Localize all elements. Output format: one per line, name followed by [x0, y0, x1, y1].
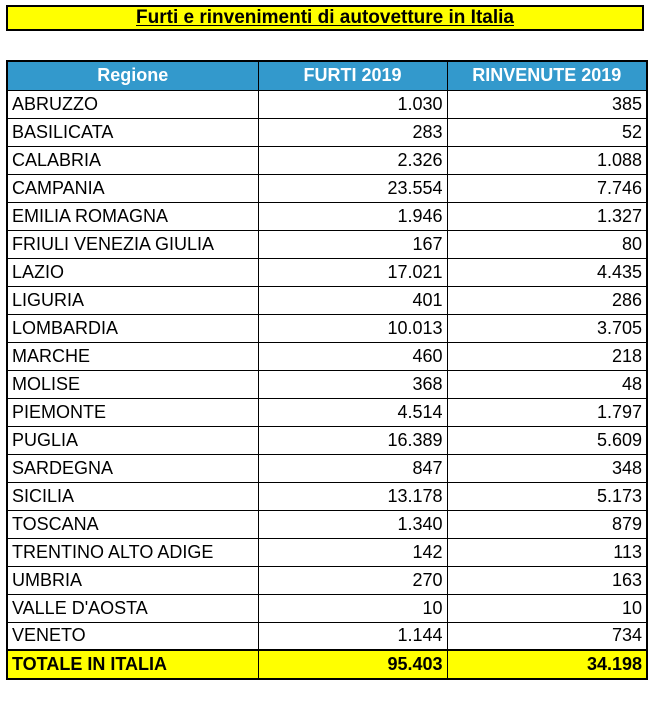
- rinvenute-cell: 5.173: [447, 482, 647, 510]
- furti-cell: 167: [258, 230, 447, 258]
- rinvenute-cell: 7.746: [447, 174, 647, 202]
- table-row: [7, 538, 647, 566]
- rinvenute-cell: 879: [447, 510, 647, 538]
- table-row: [7, 90, 647, 118]
- rinvenute-cell: 52: [447, 118, 647, 146]
- header-furti-2019: FURTI 2019: [258, 61, 447, 90]
- furti-cell: 142: [258, 538, 447, 566]
- furti-cell: 283: [258, 118, 447, 146]
- region-cell: BASILICATA: [7, 118, 258, 146]
- region-cell: LOMBARDIA: [7, 314, 258, 342]
- page-title: Furti e rinvenimenti di autovetture in Italia: [6, 5, 644, 31]
- table-row: [7, 398, 647, 426]
- table-row: [7, 286, 647, 314]
- furti-cell: 1.946: [258, 202, 447, 230]
- rinvenute-cell: 3.705: [447, 314, 647, 342]
- table-footer: [7, 650, 647, 679]
- furti-cell: 2.326: [258, 146, 447, 174]
- region-cell: EMILIA ROMAGNA: [7, 202, 258, 230]
- region-cell: VALLE D'AOSTA: [7, 594, 258, 622]
- header-rinvenute-2019: RINVENUTE 2019: [447, 61, 647, 90]
- table-row: [7, 174, 647, 202]
- rinvenute-cell: 10: [447, 594, 647, 622]
- rinvenute-cell: 348: [447, 454, 647, 482]
- table-header: [7, 61, 647, 90]
- table-row: [7, 426, 647, 454]
- table-body: [7, 90, 647, 650]
- total-rinvenute: 34.198: [447, 650, 647, 679]
- furti-cell: 10: [258, 594, 447, 622]
- table-row: [7, 454, 647, 482]
- rinvenute-cell: 1.797: [447, 398, 647, 426]
- furti-cell: 460: [258, 342, 447, 370]
- rinvenute-cell: 48: [447, 370, 647, 398]
- furti-cell: 10.013: [258, 314, 447, 342]
- furti-cell: 1.340: [258, 510, 447, 538]
- region-cell: MARCHE: [7, 342, 258, 370]
- total-furti: 95.403: [258, 650, 447, 679]
- table-row: [7, 230, 647, 258]
- furti-cell: 16.389: [258, 426, 447, 454]
- region-cell: ABRUZZO: [7, 90, 258, 118]
- region-cell: PUGLIA: [7, 426, 258, 454]
- table-row: [7, 146, 647, 174]
- furti-cell: 270: [258, 566, 447, 594]
- region-cell: TRENTINO ALTO ADIGE: [7, 538, 258, 566]
- region-cell: SARDEGNA: [7, 454, 258, 482]
- region-cell: MOLISE: [7, 370, 258, 398]
- furti-cell: 23.554: [258, 174, 447, 202]
- furti-cell: 4.514: [258, 398, 447, 426]
- furti-cell: 368: [258, 370, 447, 398]
- total-row: [7, 650, 647, 679]
- table-row: [7, 202, 647, 230]
- furti-cell: 13.178: [258, 482, 447, 510]
- rinvenute-cell: 5.609: [447, 426, 647, 454]
- rinvenute-cell: 4.435: [447, 258, 647, 286]
- table-row: [7, 510, 647, 538]
- region-cell: UMBRIA: [7, 566, 258, 594]
- table-row: [7, 258, 647, 286]
- table-row: [7, 482, 647, 510]
- table-row: [7, 342, 647, 370]
- furti-cell: 1.030: [258, 90, 447, 118]
- rinvenute-cell: 113: [447, 538, 647, 566]
- furti-cell: 847: [258, 454, 447, 482]
- theft-table: [6, 60, 648, 680]
- rinvenute-cell: 218: [447, 342, 647, 370]
- rinvenute-cell: 734: [447, 622, 647, 650]
- region-cell: LAZIO: [7, 258, 258, 286]
- table-row: [7, 314, 647, 342]
- region-cell: VENETO: [7, 622, 258, 650]
- region-cell: CALABRIA: [7, 146, 258, 174]
- rinvenute-cell: 163: [447, 566, 647, 594]
- region-cell: CAMPANIA: [7, 174, 258, 202]
- rinvenute-cell: 385: [447, 90, 647, 118]
- region-cell: PIEMONTE: [7, 398, 258, 426]
- furti-cell: 401: [258, 286, 447, 314]
- region-cell: TOSCANA: [7, 510, 258, 538]
- table-row: [7, 622, 647, 650]
- header-row: [7, 61, 647, 90]
- furti-cell: 1.144: [258, 622, 447, 650]
- total-label: TOTALE IN ITALIA: [7, 650, 258, 679]
- region-cell: LIGURIA: [7, 286, 258, 314]
- rinvenute-cell: 1.327: [447, 202, 647, 230]
- table-row: [7, 118, 647, 146]
- region-cell: FRIULI VENEZIA GIULIA: [7, 230, 258, 258]
- furti-cell: 17.021: [258, 258, 447, 286]
- region-cell: SICILIA: [7, 482, 258, 510]
- rinvenute-cell: 286: [447, 286, 647, 314]
- table-row: [7, 594, 647, 622]
- table-row: [7, 566, 647, 594]
- header-regione: Regione: [7, 61, 258, 90]
- rinvenute-cell: 80: [447, 230, 647, 258]
- rinvenute-cell: 1.088: [447, 146, 647, 174]
- table-row: [7, 370, 647, 398]
